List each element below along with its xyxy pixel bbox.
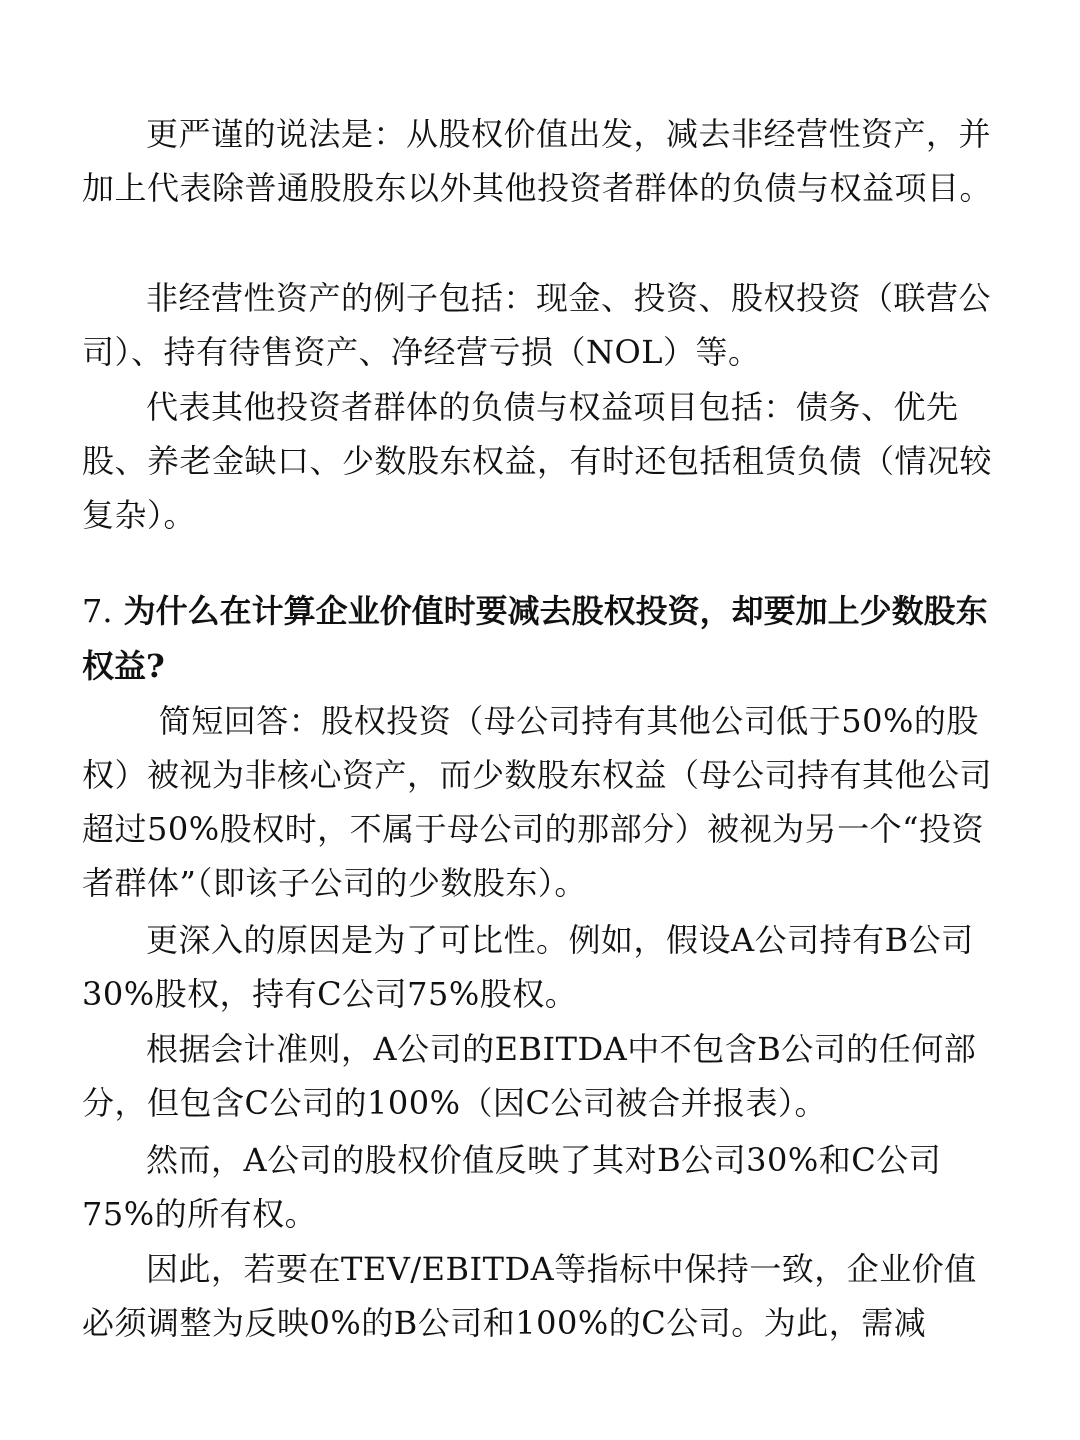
paragraph-accounting-rules: 根据会计准则，A公司的EBITDA中不包含B公司的任何部分，但包含C公司的100%（因C公司被合并报表）。 bbox=[82, 1030, 977, 1122]
paragraph-therefore: 因此，若要在TEV/EBITDA等指标中保持一致，企业价值必须调整为反映0%的B公司和100%的C公司。为此，需减 bbox=[82, 1250, 977, 1342]
paragraph-rigorous-definition: 更严谨的说法是：从股权价值出发，减去非经营性资产，并加上代表除普通股股东以外其他投资者群体的负债与权益项目。 bbox=[82, 115, 993, 207]
question-heading bbox=[82, 584, 992, 694]
question-title: 为什么在计算企业价值时要减去股权投资，却要加上少数股东权益? bbox=[82, 592, 988, 685]
paragraph-equity-value: 然而，A公司的股权价值反映了其对B公司30%和C公司75%的所有权。 bbox=[82, 1141, 942, 1233]
paragraph-short-answer: 简短回答：股权投资（母公司持有其他公司低于50%的股权）被视为非核心资产，而少数股东权益（母公司持有其他公司超过50%股权时，不属于母公司的那部分）被视为另一个“投资者群体”（即该子公司的少数股东）。 bbox=[82, 702, 993, 902]
paragraph-comparability: 更深入的原因是为了可比性。例如，假设A公司持有B公司30%股权，持有C公司75%股权。 bbox=[82, 921, 974, 1013]
paragraph-non-operating-assets: 非经营性资产的例子包括：现金、投资、股权投资（联营公司）、持有待售资产、净经营亏损（NOL）等。 bbox=[82, 279, 992, 371]
paragraph-other-investor-groups: 代表其他投资者群体的负债与权益项目包括：债务、优先股、养老金缺口、少数股东权益，有时还包括租赁负债（情况较复杂）。 bbox=[82, 388, 993, 534]
question-number: 7. bbox=[82, 592, 113, 630]
